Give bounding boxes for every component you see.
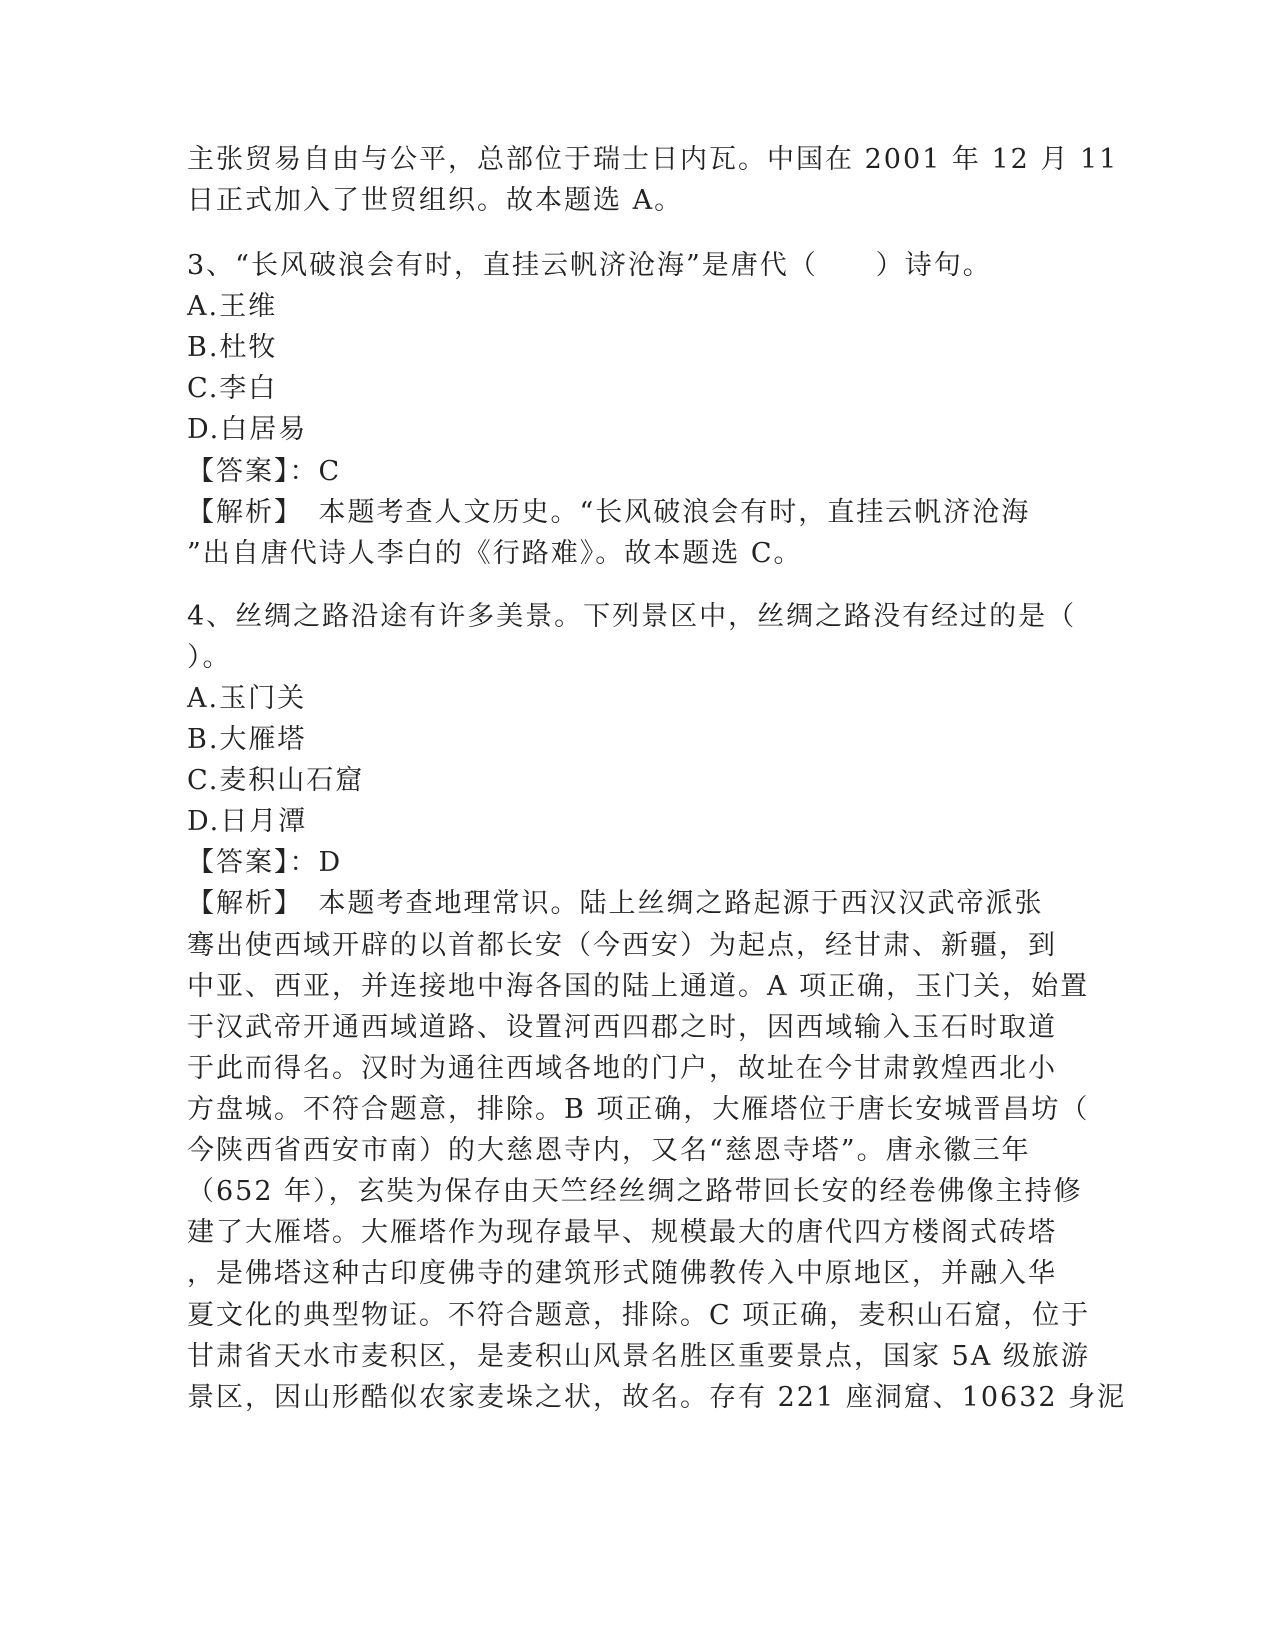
question-4-analysis-line: 建了大雁塔。大雁塔作为现存最早、规模最大的唐代四方楼阁式砖塔 — [187, 1217, 1057, 1248]
question-4-text: 4、丝绸之路沿途有许多美景。下列景区中，丝绸之路没有经过的是（ — [187, 601, 1077, 632]
question-3-option-b: B.杜牧 — [187, 332, 278, 363]
question-4-analysis-line: 方盘城。不符合题意，排除。B 项正确，大雁塔位于唐长安城晋昌坊（ — [187, 1094, 1090, 1125]
question-4-analysis-line: 今陕西省西安市南）的大慈恩寺内，又名“慈恩寺塔”。唐永徽三年 — [187, 1135, 1031, 1166]
question-4-analysis-line: 于此而得名。汉时为通往西域各地的门户，故址在今甘肃敦煌西北小 — [187, 1053, 1057, 1084]
question-4-option-d: D.日月潭 — [187, 806, 308, 837]
continuation-line: 日正式加入了世贸组织。故本题选 A。 — [187, 185, 684, 216]
question-4-analysis-line: 【解析】 本题考查地理常识。陆上丝绸之路起源于西汉汉武帝派张 — [187, 888, 1044, 919]
question-3-text: 3、“长风破浪会有时，直挂云帆济沧海”是唐代（ ）诗句。 — [187, 250, 992, 281]
question-4-analysis-line: 景区，因山形酷似农家麦垛之状，故名。存有 221 座洞窟、10632 身泥 — [187, 1382, 1127, 1413]
question-3-analysis-line: ”出自唐代诗人李白的《行路难》。故本题选 C。 — [187, 538, 803, 569]
question-4-analysis-line: 甘肃省天水市麦积区，是麦积山风景名胜区重要景点，国家 5A 级旅游 — [187, 1341, 1090, 1372]
question-4-option-b: B.大雁塔 — [187, 724, 307, 755]
question-4-analysis-line: 于汉武帝开通西域道路、设置河西四郡之时，因西域输入玉石时取道 — [187, 1012, 1057, 1043]
question-3-answer: 【答案】：C — [187, 456, 342, 487]
question-3-analysis-line: 【解析】 本题考查人文历史。“长风破浪会有时，直挂云帆济沧海 — [187, 497, 1031, 528]
question-4-analysis-line: （652 年），玄奘为保存由天竺经丝绸之路带回长安的经卷佛像主持修 — [187, 1176, 1083, 1207]
question-4-analysis-line: 骞出使西域开辟的以首都长安（今西安）为起点，经甘肃、新疆，到 — [187, 930, 1057, 961]
question-4-answer: 【答案】：D — [187, 847, 343, 878]
question-3-option-a: A.王维 — [187, 291, 278, 322]
continuation-line: 主张贸易自由与公平，总部位于瑞士日内瓦。中国在 2001 年 12 月 11 — [187, 144, 1119, 175]
question-4-option-c: C.麦积山石窟 — [187, 765, 365, 796]
question-4-text: ）。 — [187, 642, 232, 673]
question-4-analysis-line: ，是佛塔这种古印度佛寺的建筑形式随佛教传入中原地区，并融入华 — [187, 1258, 1057, 1289]
question-4-analysis-line: 中亚、西亚，并连接地中海各国的陆上通道。A 项正确，玉门关，始置 — [187, 971, 1090, 1002]
question-4-analysis-line: 夏文化的典型物证。不符合题意，排除。C 项正确，麦积山石窟，位于 — [187, 1300, 1091, 1331]
question-3-option-d: D.白居易 — [187, 414, 308, 445]
question-3-option-c: C.李白 — [187, 373, 278, 404]
question-4-option-a: A.玉门关 — [187, 683, 307, 714]
